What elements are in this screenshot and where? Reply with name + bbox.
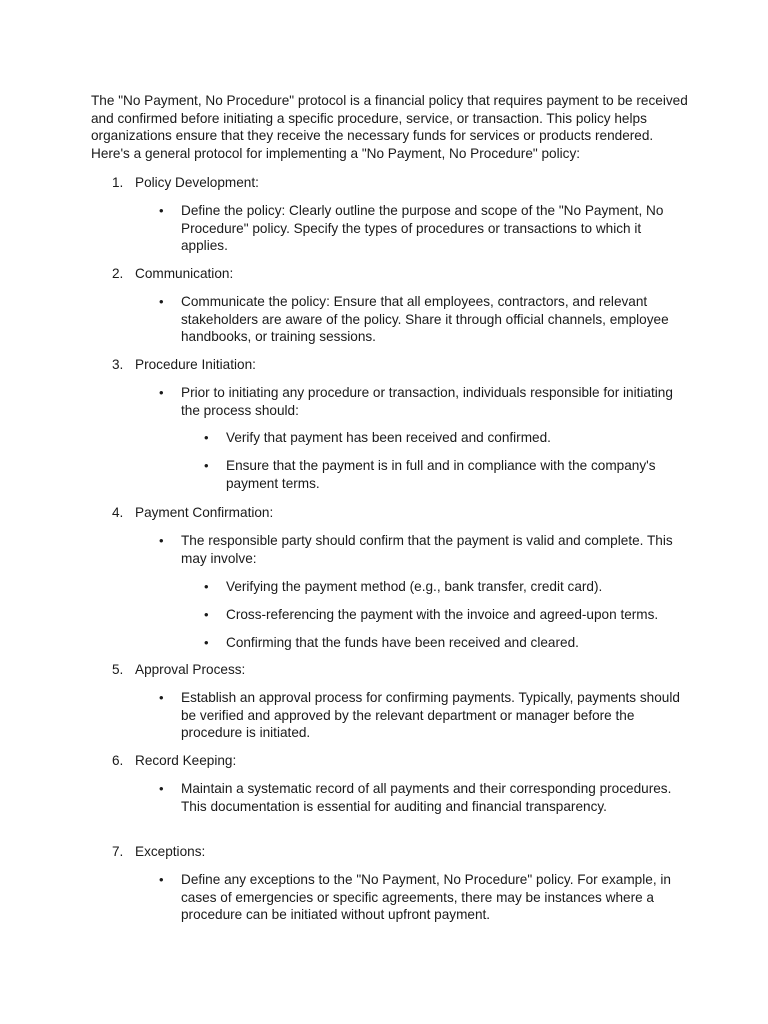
section-number: 7. (112, 844, 124, 859)
section-heading (112, 356, 256, 374)
section-number: 4. (112, 505, 124, 520)
list-item-text: Prior to initiating any procedure or transaction, individuals responsible for initiating the process should: (181, 385, 673, 418)
sub-list-item (204, 634, 686, 652)
section-title: Communication: (135, 266, 234, 281)
list-item-text: Ensure that the payment is in full and in compliance with the company's payment terms. (226, 458, 656, 491)
section-title: Payment Confirmation: (135, 505, 274, 520)
section-heading (112, 752, 236, 770)
bullet-icon: • (204, 607, 209, 622)
section-title: Record Keeping: (135, 753, 237, 768)
list-item-text: Verifying the payment method (e.g., bank transfer, credit card). (226, 579, 603, 594)
bullet-icon: • (204, 579, 209, 594)
list-item-text: Verify that payment has been received and confirmed. (226, 430, 551, 445)
section-number: 2. (112, 266, 124, 281)
sub-list-item (204, 429, 686, 447)
bullet-icon: • (159, 533, 164, 548)
list-item (159, 532, 686, 567)
sub-list-item (204, 457, 686, 492)
section-heading (112, 174, 259, 192)
bullet-icon: • (159, 294, 164, 309)
intro-paragraph: The "No Payment, No Procedure" protocol is a financial policy that requires payment to be received and confirmed before initiating a specific procedure, service, or transaction. This policy helps organizations ensure that they receive the necessary funds for services or products rendered. Here's a general protocol for implementing a "No Payment, No Procedure" policy: (91, 93, 688, 161)
sub-list-item (204, 606, 686, 624)
section-heading (112, 265, 233, 283)
list-item-text: Define any exceptions to the "No Payment, No Procedure" policy. For example, in cases of emergencies or specific agreements, there may be instances where a procedure can be initiated without upfront payment. (181, 872, 671, 923)
list-item (159, 871, 686, 924)
sub-list-item (204, 578, 686, 596)
section-title: Policy Development: (135, 175, 259, 190)
section-title: Approval Process: (135, 662, 246, 677)
list-item (159, 384, 686, 419)
list-item-text: The responsible party should confirm that the payment is valid and complete. This may involve: (181, 533, 673, 566)
section-heading (112, 504, 273, 522)
section-heading (112, 843, 205, 861)
bullet-icon: • (204, 635, 209, 650)
section-number: 3. (112, 357, 124, 372)
bullet-icon: • (159, 385, 164, 400)
bullet-icon: • (204, 458, 209, 473)
section-number: 1. (112, 175, 124, 190)
bullet-icon: • (159, 203, 164, 218)
section-title: Exceptions: (135, 844, 206, 859)
list-item-text: Maintain a systematic record of all payments and their corresponding procedures. This documentation is essential for auditing and financial transparency. (181, 781, 672, 814)
list-item-text: Communicate the policy: Ensure that all employees, contractors, and relevant stakeholders are aware of the policy. Share it through official channels, employee handbooks, or training sessions. (181, 294, 669, 345)
list-item-text: Establish an approval process for confirming payments. Typically, payments should be verified and approved by the relevant department or manager before the procedure is initiated. (181, 690, 680, 741)
list-item (159, 780, 686, 815)
list-item-text: Define the policy: Clearly outline the purpose and scope of the "No Payment, No Procedure" policy. Specify the types of procedures or transactions to which it applies. (181, 203, 664, 254)
section-number: 5. (112, 662, 124, 677)
bullet-icon: • (159, 690, 164, 705)
list-item-text: Confirming that the funds have been received and cleared. (226, 635, 579, 650)
section-title: Procedure Initiation: (135, 357, 256, 372)
bullet-icon: • (204, 430, 209, 445)
bullet-icon: • (159, 872, 164, 887)
bullet-icon: • (159, 781, 164, 796)
list-item-text: Cross-referencing the payment with the invoice and agreed-upon terms. (226, 607, 659, 622)
list-item (159, 202, 686, 255)
section-heading (112, 661, 245, 679)
list-item (159, 689, 686, 742)
section-number: 6. (112, 753, 124, 768)
list-item (159, 293, 686, 346)
